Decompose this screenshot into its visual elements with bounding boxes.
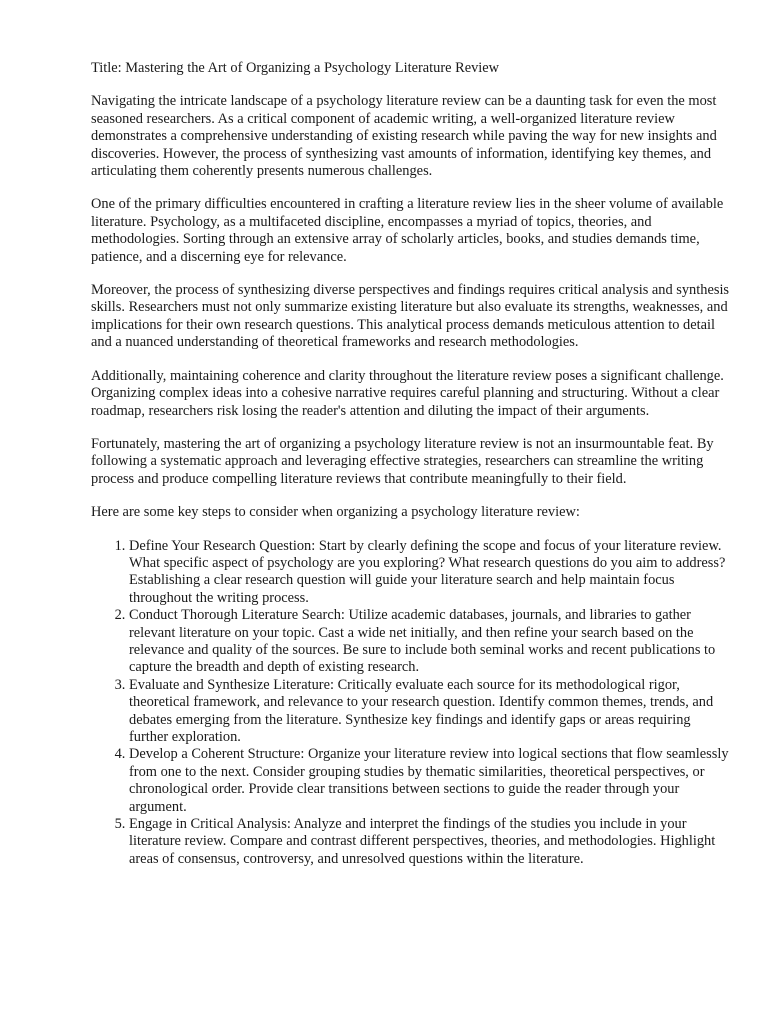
paragraph-synthesis: Moreover, the process of synthesizing diverse perspectives and findings requires critical analysis and synthesis skills. Researchers must not only summarize existing literature but also evaluate its strengths, weaknesses, and implications for their own research questions. This analytical process demands meticulous attention to detail and a nuanced understanding of theoretical frameworks and research methodologies. [91, 282, 730, 351]
list-item: 1. Define Your Research Question: Start by clearly defining the scope and focus of your literature review. What specific aspect of psychology are you exploring? What research questions do you aim to address? Establishing a clear research question will guide your literature search and help maintain focus throughout the writing process. [129, 538, 731, 608]
list-item: 4. Develop a Coherent Structure: Organize your literature review into logical sections that flow seamlessly from one to the next. Consider grouping studies by thematic similarities, theoretical perspectives, or chronological order. Provide clear transitions between sections to guide the reader through your argument. [129, 746, 731, 816]
list-item: 3. Evaluate and Synthesize Literature: Critically evaluate each source for its methodological rigor, theoretical framework, and relevance to your research question. Identify common themes, trends, and debates emerging from the literature. Synthesize key findings and identify gaps or areas requiring further exploration. [129, 677, 731, 747]
document-title: Title: Mastering the Art of Organizing a Psychology Literature Review [91, 60, 500, 76]
list-item: 5. Engage in Critical Analysis: Analyze and interpret the findings of the studies you include in your literature review. Compare and contrast different perspectives, theories, and methodologies. Highlight areas of consensus, controversy, and unresolved questions within the literature. [129, 816, 731, 868]
steps-list [91, 538, 731, 869]
paragraph-fortunately: Fortunately, mastering the art of organizing a psychology literature review is not an insurmountable feat. By following a systematic approach and leveraging effective strategies, researchers can streamline the writing process and produce compelling literature reviews that contribute meaningfully to their field. [91, 435, 714, 487]
paragraph-intro: Navigating the intricate landscape of a psychology literature review can be a daunting task for even the most seasoned researchers. As a critical component of academic writing, a well-organized literature review demonstrates a comprehensive understanding of existing research while paving the way for new insights and discoveries. However, the process of synthesizing vast amounts of information, identifying key themes, and articulating them coherently presents numerous challenges. [91, 93, 717, 180]
paragraph-coherence: Additionally, maintaining coherence and clarity throughout the literature review poses a significant challenge. Organizing complex ideas into a cohesive narrative requires careful planning and structuring. Without a clear roadmap, researchers risk losing the reader's attention and diluting the impact of their arguments. [91, 367, 724, 419]
paragraph-key-steps-intro: Here are some key steps to consider when organizing a psychology literature review: [91, 504, 580, 521]
paragraph-volume: One of the primary difficulties encountered in crafting a literature review lies in the sheer volume of available literature. Psychology, as a multifaceted discipline, encompasses a myriad of topics, theories, and methodologies. Sorting through an extensive array of scholarly articles, books, and studies demands time, patience, and a discerning eye for relevance. [91, 196, 724, 265]
document-page [91, 60, 731, 868]
list-item: 2. Conduct Thorough Literature Search: Utilize academic databases, journals, and libraries to gather relevant literature on your topic. Cast a wide net initially, and then refine your search based on the relevance and quality of the sources. Be sure to include both seminal works and recent publications to capture the breadth and depth of existing research. [129, 607, 731, 677]
